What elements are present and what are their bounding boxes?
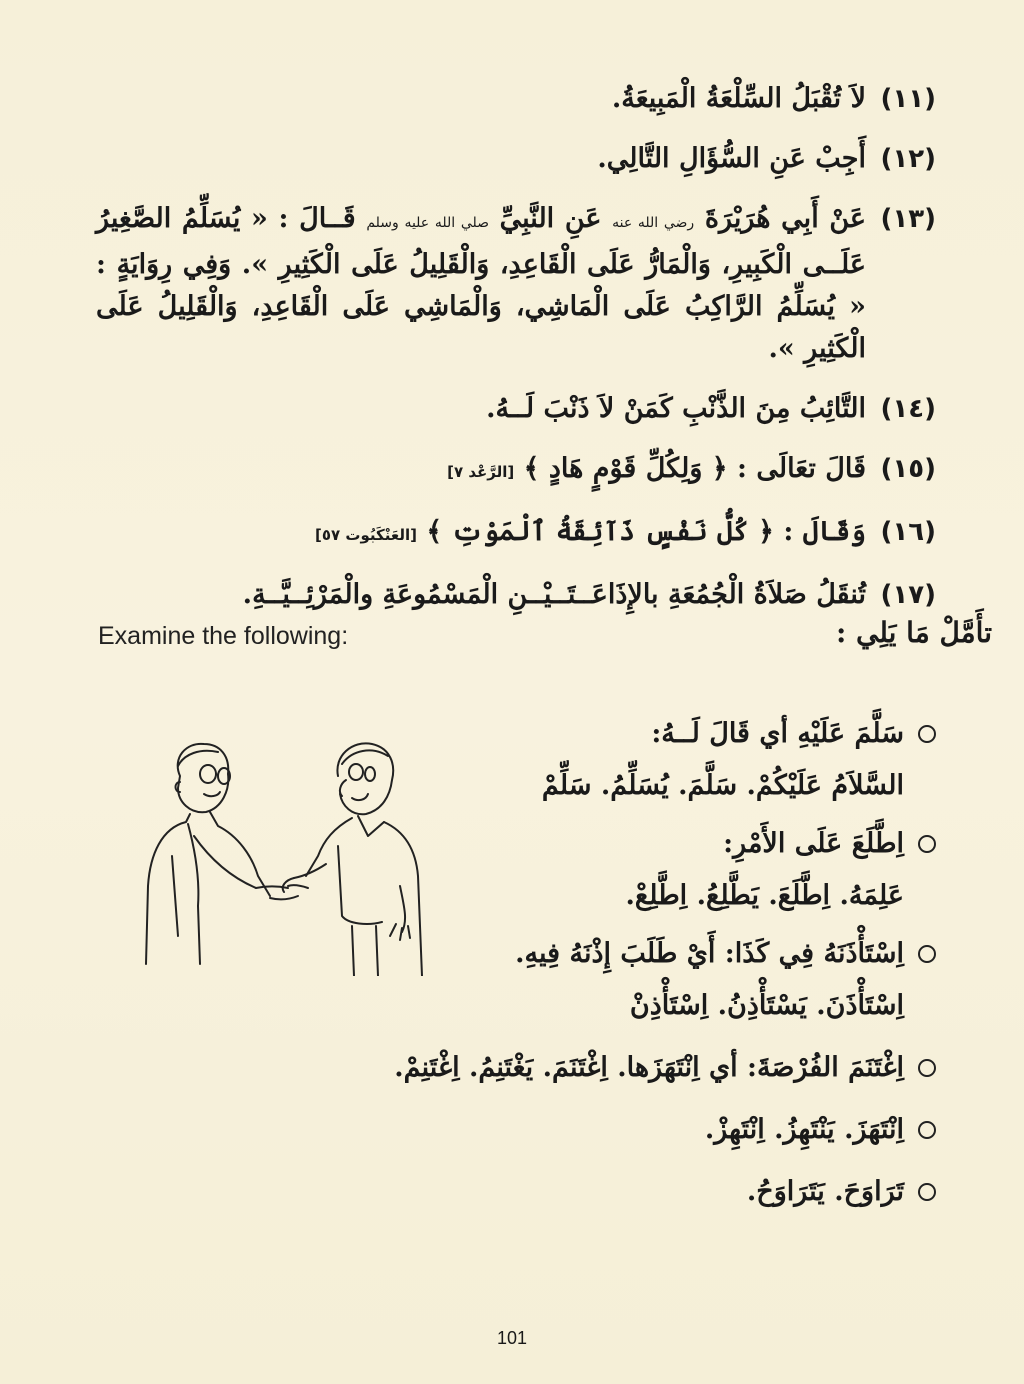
vocab-item: [344, 1104, 904, 1156]
vocab-head: اِطَّلَعَ عَلَى الأَمْرِ:: [723, 828, 904, 859]
sentence-number: (١٤): [880, 394, 936, 424]
sentence-number: (١٦): [880, 517, 936, 547]
examine-heading-arabic: تأَمَّلْ مَا يَلِي :: [835, 616, 992, 649]
vocab-head: اِسْتَأْذَنَهُ فِي كَذَا: أَيْ طَلَبَ إِذْنَهُ فِيهِ.: [515, 938, 904, 969]
examine-heading-english: Examine the following:: [98, 622, 349, 650]
hadith-narrator: عَنْ أَبِي هُرَيْرَةَ: [704, 203, 866, 234]
hadith-body: قَــالَ : « يُسَلِّمُ الصَّغِيرُ عَلَــى الْكَبِيرِ، وَالْمَارُّ عَلَى الْقَاعِدِ، وَالْقَلِيلُ عَلَى الْكَثِيرِ ». وَفِي رِوَايَةٍ : « يُسَلِّمُ الرَّاكِبُ عَلَى الْمَاشِي، وَالْمَاشِي عَلَى الْقَاعِدِ، وَالْقَلِيلُ عَلَى الْكَثِيرِ ».: [96, 203, 866, 364]
left-man-figure: [146, 744, 298, 964]
sentence-text: لاَ تُقْبَلُ السِّلْعَةُ الْمَبِيعَةُ.: [611, 83, 866, 114]
verse-reference: [العَنْكَبُوت ٥٧]: [315, 526, 417, 544]
vocab-item: [344, 1166, 904, 1218]
sentence-text: [96, 198, 866, 370]
sentence-number: (١٧): [880, 580, 936, 610]
vocab-head: تَرَاوَحَ. يَتَرَاوَحُ.: [746, 1176, 904, 1207]
circle-bullet-icon: [918, 945, 936, 963]
circle-bullet-icon: [918, 835, 936, 853]
sentence-text: [96, 448, 866, 493]
vocab-head: اِنْتَهَزَ. يَنْتَهِزُ. اِنْتَهِزْ.: [704, 1114, 904, 1145]
vocab-item: [344, 708, 904, 760]
honorific-salallahu: صلي الله عليه وسلم: [366, 215, 490, 231]
sentence-text: أَجِبْ عَنِ السُّؤَالِ التَّالِي.: [597, 143, 866, 174]
numbered-sentences: [96, 78, 936, 634]
circle-bullet-icon: [918, 1121, 936, 1139]
hadith-prophet: عَنِ النَّبِيِّ: [499, 203, 602, 234]
honorific-radiallahu: رضي الله عنه: [612, 215, 695, 231]
sentence-number: (١١): [880, 84, 936, 114]
sentence-14: [96, 388, 936, 430]
vocab-head: سَلَّمَ عَلَيْهِ أي قَالَ لَــهُ:: [651, 718, 904, 749]
vocab-head: اِغْتَنَمَ الفُرْصَةَ: أي اِنْتَهَزَها. اِغْتَنَمَ. يَغْتَنِمُ. اِغْتَنِمْ.: [394, 1052, 904, 1083]
circle-bullet-icon: [918, 1183, 936, 1201]
sentence-text: التَّائِبُ مِنَ الذَّنْبِ كَمَنْ لاَ ذَنْبَ لَــهُ.: [486, 393, 866, 424]
sentence-13: [96, 198, 936, 370]
circle-bullet-icon: [918, 725, 936, 743]
vocab-item: [344, 928, 904, 980]
vocab-item: [344, 1042, 904, 1094]
sentence-number: (١٢): [880, 144, 936, 174]
quran-verse: وَقَالَ : ﴿ كُلُّ نَفْسٍ ذَآئِقَةُ ٱلْمَوْتِ ﴾: [426, 516, 866, 547]
circle-bullet-icon: [918, 1059, 936, 1077]
sentence-number: (١٥): [880, 454, 936, 484]
vocabulary-list: [344, 708, 904, 1218]
sentence-11: [96, 78, 936, 120]
vocab-forms: اِسْتَأْذَنَ. يَسْتَأْذِنُ. اِسْتَأْذِنْ: [629, 990, 904, 1021]
sentence-16: [96, 511, 936, 556]
vocab-forms: السَّلاَمُ عَلَيْكُمْ. سَلَّمَ. يُسَلِّمُ. سَلِّمْ: [541, 770, 904, 801]
vocab-forms: عَلِمَهُ. اِطَّلَعَ. يَطَّلِعُ. اِطَّلِعْ.: [625, 880, 904, 911]
sentence-17: [96, 574, 936, 616]
sentence-number: (١٣): [880, 204, 936, 234]
sentence-text: [96, 511, 866, 556]
verse-reference: [الرَّعْد ٧]: [447, 463, 515, 481]
sentence-12: [96, 138, 936, 180]
quran-verse: قَالَ تعَالَى : ﴿ وَلِكُلِّ قَوْمٍ هَادٍ ﴾: [523, 453, 866, 484]
page-number: 101: [496, 1328, 528, 1348]
vocab-item: [344, 818, 904, 870]
sentence-text: تُنقَلُ صَلاَةُ الْجُمُعَةِ بالإِذَاعَــتَــيْــنِ الْمَسْمُوعَةِ والْمَرْئِــيَّــةِ.: [242, 579, 866, 610]
sentence-15: [96, 448, 936, 493]
